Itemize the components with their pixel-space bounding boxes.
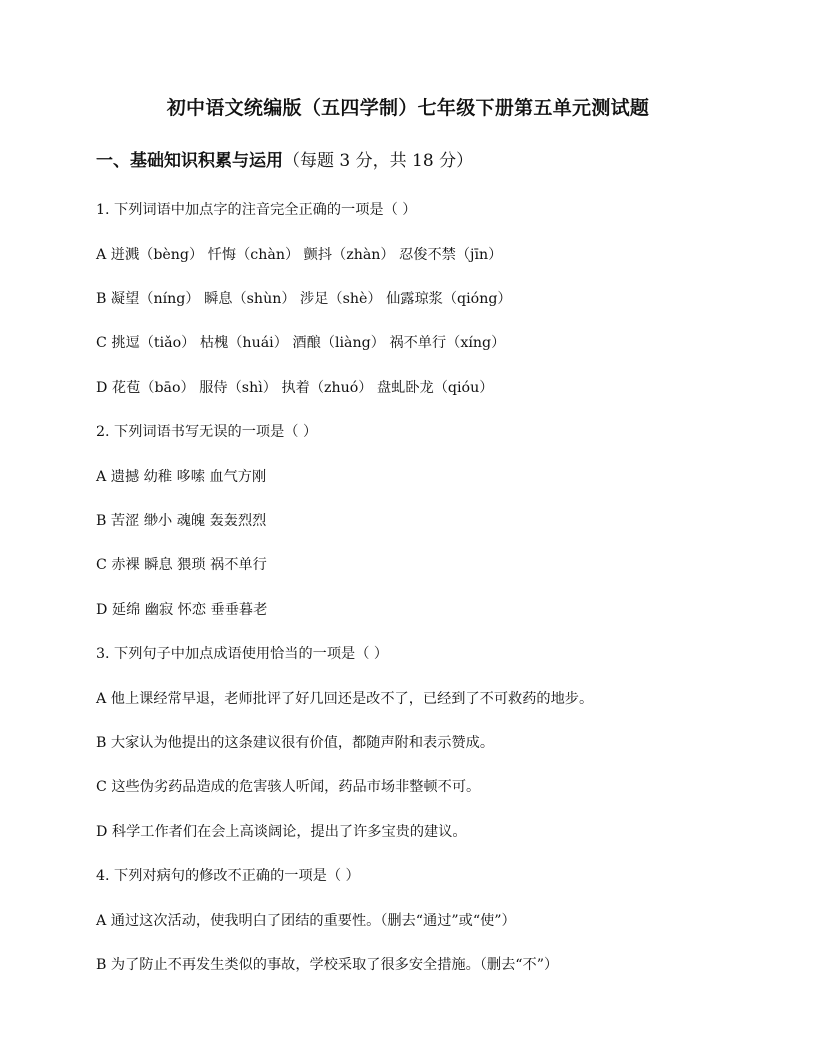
question-1: 1. 下列词语中加点字的注音完全正确的一项是（ ） <box>96 202 417 218</box>
question-4-option-b: B 为了防止不再发生类似的事故，学校采取了很多安全措施。（删去“不”） <box>96 957 559 973</box>
page-title: 初中语文统编版（五四学制）七年级下册第五单元测试题 <box>166 97 650 119</box>
question-3-option-b: B 大家认为他提出的这条建议很有价值，都随声附和表示赞成。 <box>96 735 495 751</box>
question-3-option-c: C 这些伪劣药品造成的危害骇人听闻，药品市场非整顿不可。 <box>96 779 481 795</box>
section-heading-text: 一、基础知识积累与运用 <box>96 151 283 171</box>
question-2-option-c: C 赤裸 瞬息 猥琐 祸不单行 <box>96 557 267 573</box>
question-3-option-d: D 科学工作者们在会上高谈阔论，提出了许多宝贵的建议。 <box>96 824 467 840</box>
question-2-option-d: D 延绵 幽寂 怀恋 垂垂暮老 <box>96 602 268 618</box>
question-4-option-a: A 通过这次活动，使我明白了团结的重要性。（删去“通过”或“使”） <box>96 913 516 929</box>
question-2-option-b: B 苦涩 缈小 魂魄 轰轰烈烈 <box>96 513 267 529</box>
question-2-option-a: A 遗撼 幼稚 哆嗦 血气方刚 <box>96 469 267 485</box>
question-3: 3. 下列句子中加点成语使用恰当的一项是（ ） <box>96 646 389 662</box>
section-heading <box>96 145 473 177</box>
question-1-option-b: B 凝望（níng） 瞬息（shùn） 涉足（shè） 仙露琼浆（qióng） <box>96 291 512 307</box>
question-4: 4. 下列对病句的修改不正确的一项是（ ） <box>96 868 360 884</box>
question-2: 2. 下列词语书写无误的一项是（ ） <box>96 424 318 440</box>
question-1-option-c: C 挑逗（tiǎo） 枯槐（huái） 酒酿（liàng） 祸不单行（xíng） <box>96 335 506 351</box>
question-3-option-a: A 他上课经常早退，老师批评了好几回还是改不了，已经到了不可救药的地步。 <box>96 691 594 707</box>
question-1-option-a: A 迸溅（bèng） 忏悔（chàn） 颤抖（zhàn） 忍俊不禁（jīn） <box>96 247 503 263</box>
section-note: （每题 3 分，共 18 分） <box>283 151 474 171</box>
question-1-option-d: D 花苞（bāo） 服侍（shì） 执着（zhuó） 盘虬卧龙（qióu） <box>96 380 494 396</box>
